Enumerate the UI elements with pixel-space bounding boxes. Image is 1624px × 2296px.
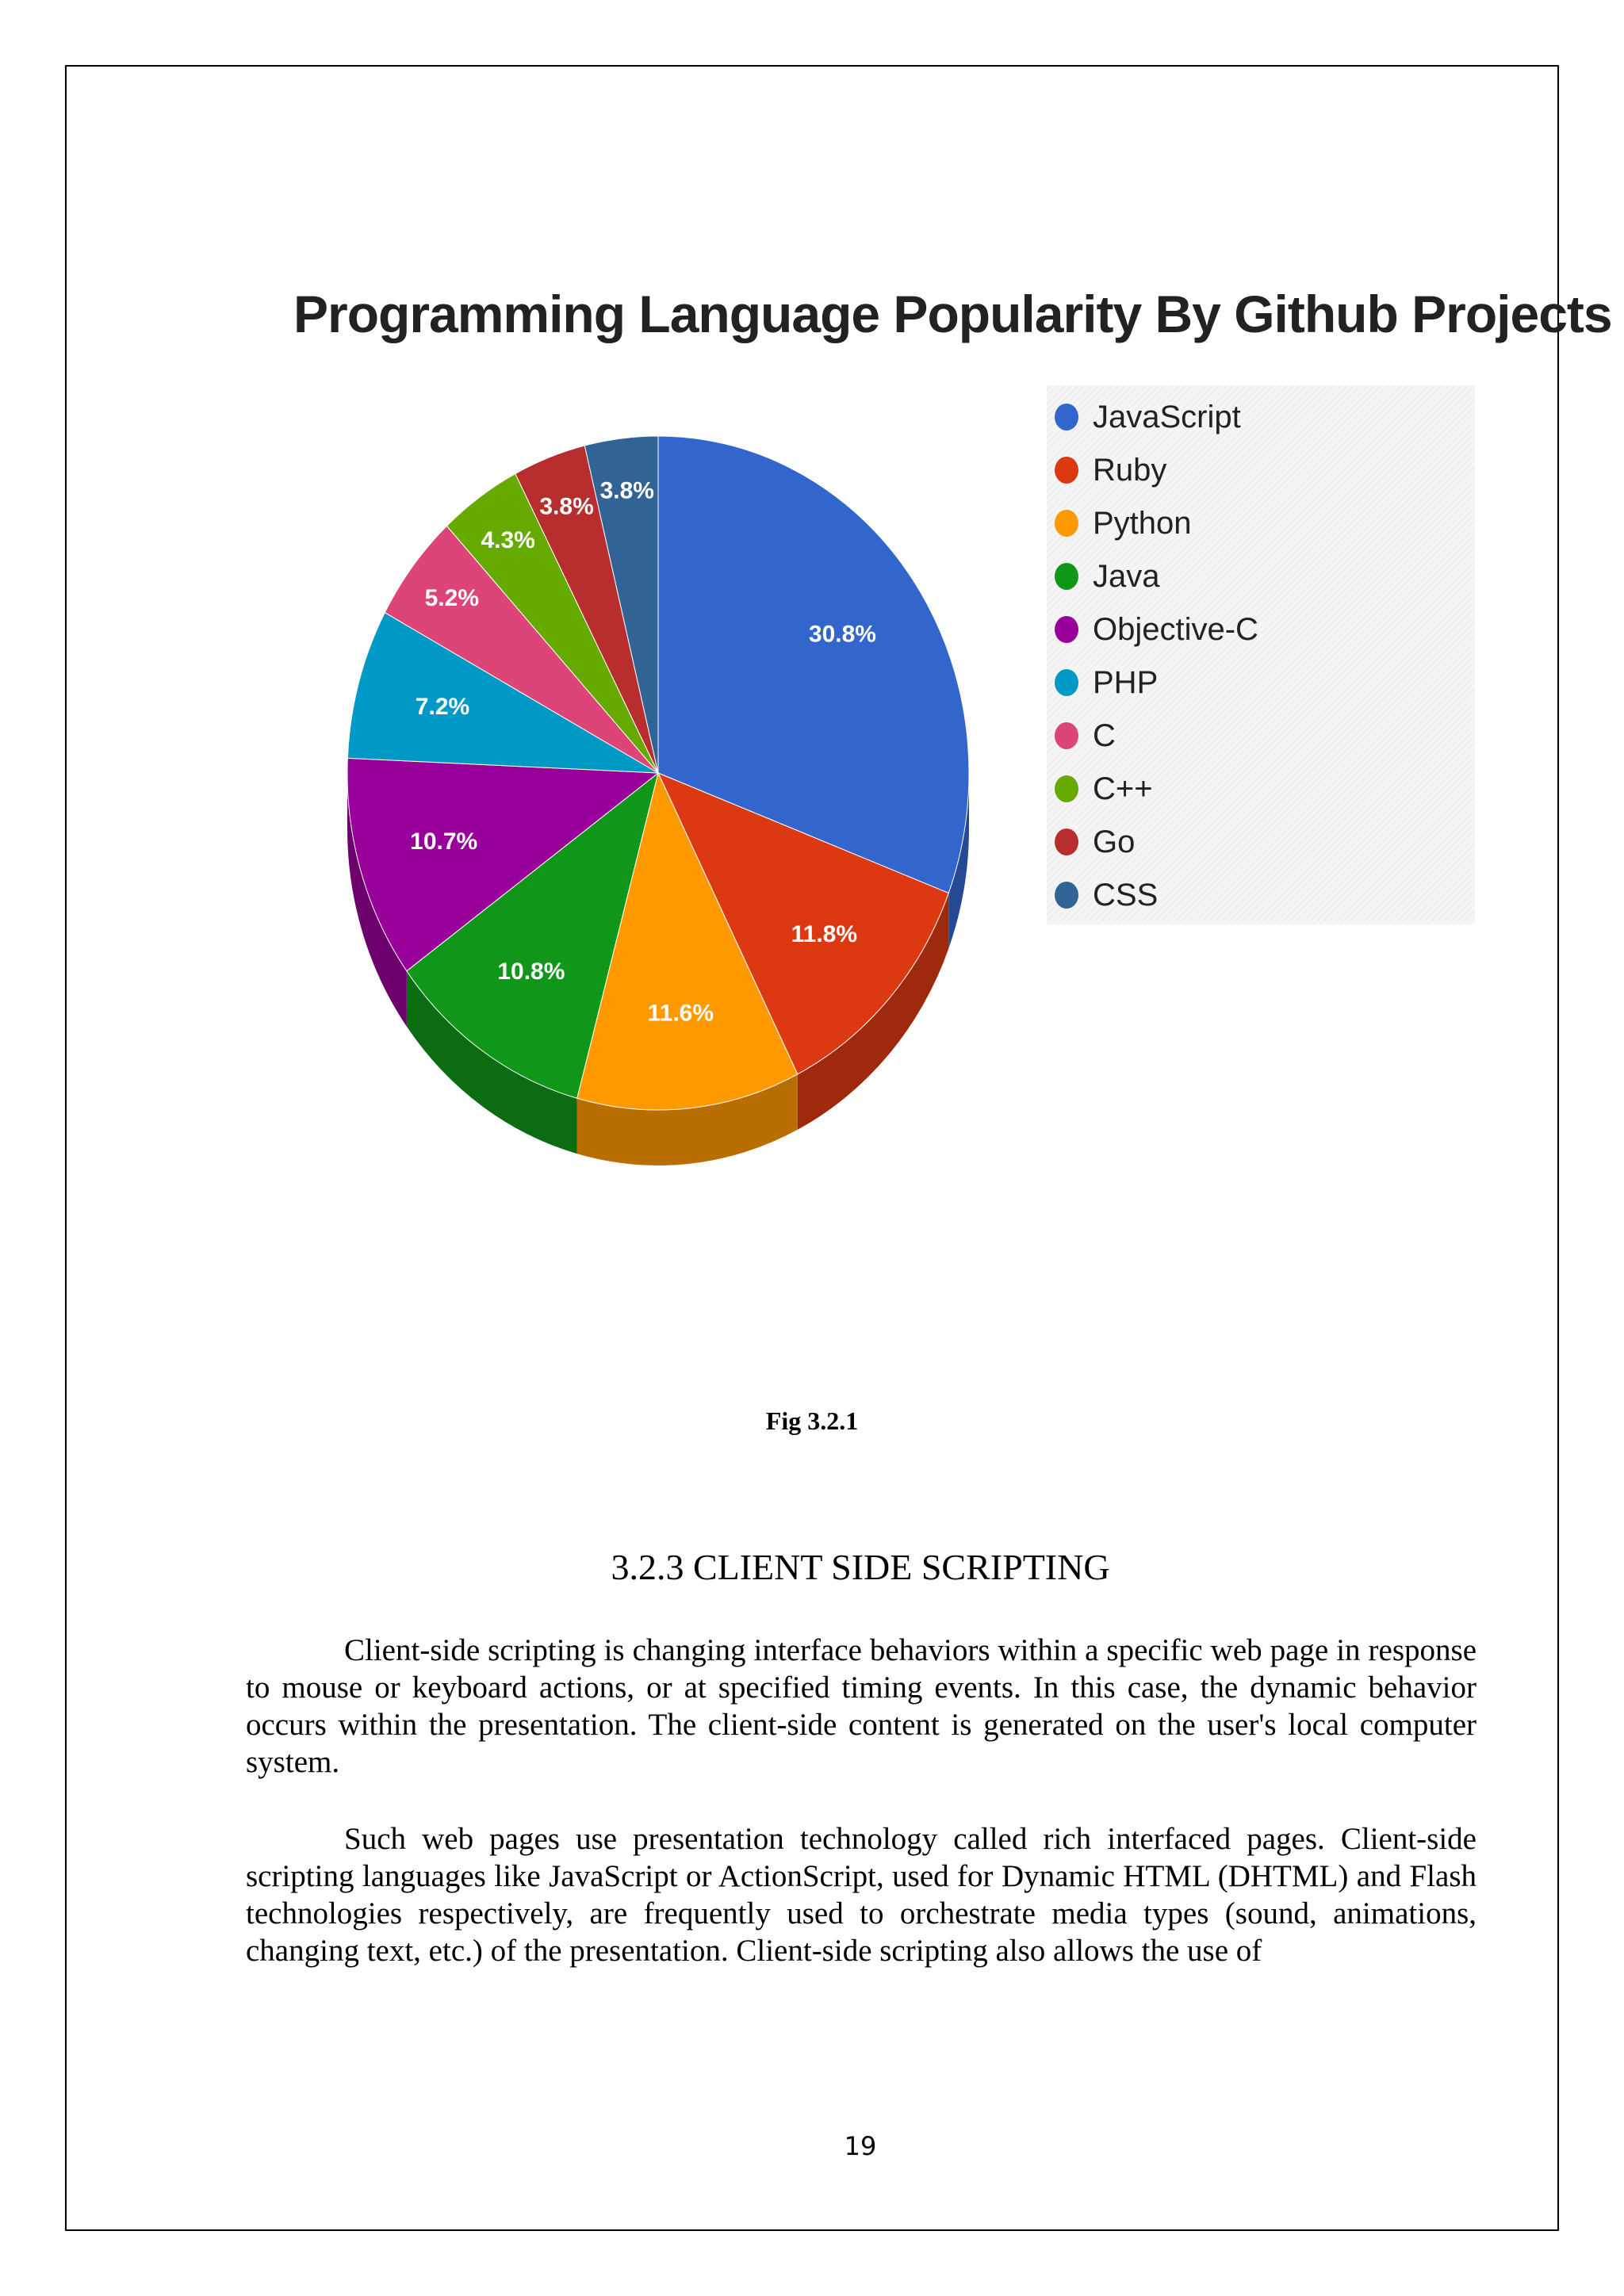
legend-swatch-css bbox=[1055, 882, 1078, 909]
legend-item-css bbox=[1055, 871, 1158, 919]
legend-swatch-c bbox=[1055, 722, 1078, 749]
pie-label-objective-c: 10.7% bbox=[410, 828, 478, 855]
legend-label: Python bbox=[1093, 505, 1192, 541]
legend-label: Java bbox=[1093, 558, 1160, 594]
chart-title: Programming Language Popularity By Github Projects bbox=[293, 285, 1612, 343]
pie-label-css: 3.8% bbox=[599, 477, 654, 504]
figure-caption: Fig 3.2.1 bbox=[765, 1406, 859, 1435]
legend-label: PHP bbox=[1093, 664, 1159, 700]
legend-label: Ruby bbox=[1093, 452, 1167, 488]
legend-label: Go bbox=[1093, 824, 1136, 859]
chart-legend bbox=[1047, 385, 1475, 924]
pie-chart bbox=[317, 412, 1015, 1221]
legend-item-ruby bbox=[1055, 446, 1166, 494]
pie-label-php: 7.2% bbox=[415, 694, 470, 721]
legend-item-javascript bbox=[1055, 393, 1241, 441]
legend-swatch-cpp bbox=[1055, 775, 1078, 802]
legend-swatch-objective-c bbox=[1055, 616, 1078, 643]
legend-swatch-php bbox=[1055, 669, 1078, 696]
pie-label-ruby: 11.8% bbox=[791, 921, 858, 948]
legend-label: JavaScript bbox=[1093, 399, 1241, 434]
legend-item-java bbox=[1055, 553, 1160, 600]
legend-swatch-go bbox=[1055, 828, 1078, 855]
legend-item-c bbox=[1055, 712, 1116, 760]
paragraph-1: Client-side scripting is changing interface behaviors within a specific web page in response to mouse or keyboard actions, or at specified timing events. In this case, the dynamic behavior occurs within the presentation. The client-side content is generated on the user's local computer system. bbox=[246, 1633, 1477, 1779]
pie-label-python: 11.6% bbox=[647, 1000, 714, 1027]
legend-item-go bbox=[1055, 818, 1135, 866]
pie-label-javascript: 30.8% bbox=[808, 621, 876, 648]
legend-item-python bbox=[1055, 499, 1192, 547]
legend-swatch-python bbox=[1055, 510, 1078, 537]
pie-label-java: 10.8% bbox=[497, 958, 565, 985]
legend-item-php bbox=[1055, 659, 1158, 706]
pie-label-c-: 4.3% bbox=[481, 526, 535, 553]
legend-label: Objective-C bbox=[1093, 611, 1258, 647]
legend-swatch-java bbox=[1055, 563, 1078, 590]
pie-label-c: 5.2% bbox=[424, 585, 480, 612]
legend-item-objective-c bbox=[1055, 606, 1258, 653]
legend-swatch-javascript bbox=[1055, 404, 1078, 430]
paragraph-2: Such web pages use presentation technology called rich interfaced pages. Client-side scripting languages like JavaScript or ActionScript, used for Dynamic HTML (DHTML) and Flash technologies respectively, are frequently used to orchestrate media types (sound, animations, changing text, etc.) of the presentation. Client-side scripting also allows the use of bbox=[246, 1822, 1477, 1968]
page-number: 19 bbox=[844, 2131, 877, 2161]
legend-item-cpp bbox=[1055, 765, 1153, 813]
section-heading: 3.2.3 CLIENT SIDE SCRIPTING bbox=[611, 1547, 1110, 1587]
pie-label-go: 3.8% bbox=[539, 493, 594, 520]
legend-label: C bbox=[1093, 718, 1116, 753]
legend-label: C++ bbox=[1093, 771, 1153, 806]
legend-label: CSS bbox=[1093, 877, 1159, 913]
legend-swatch-ruby bbox=[1055, 457, 1078, 484]
